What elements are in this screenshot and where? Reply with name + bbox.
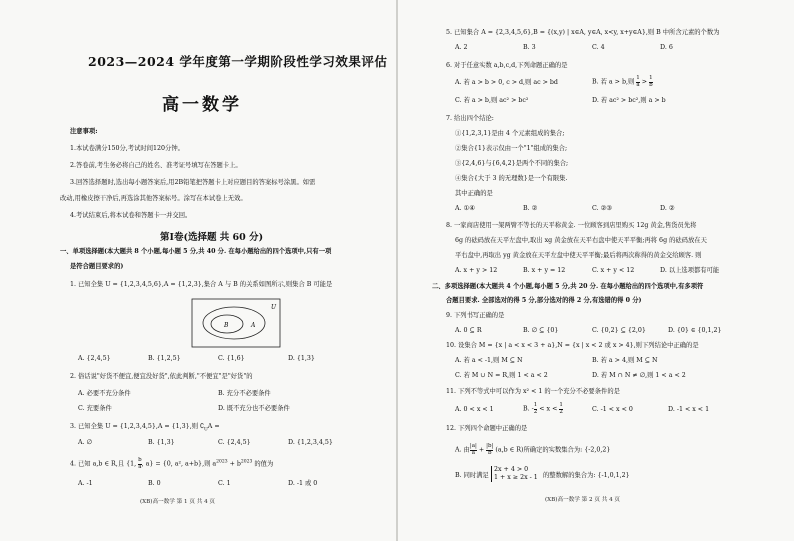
q6-option-c: C. 若 a > b,则 ac² > bc²: [455, 97, 529, 104]
q8-option-a: A. x + y > 12: [455, 267, 498, 274]
question-3: 3. 已知全集 U = {1,2,3,4,5},A = {1,3},则 $∁_UA$ =: [70, 423, 220, 433]
q7-option-b: B. ②: [523, 205, 538, 212]
q5-option-a: A. 2: [455, 44, 468, 51]
q7-prompt: 其中正确的是: [455, 190, 493, 197]
footer-page-1: (XB)高一数学 第 1 页 共 4 页: [140, 499, 215, 505]
q1-option-c: C. {1,6}: [218, 355, 245, 362]
q12-option-b-lead: B. 同时满足: [455, 472, 489, 479]
note-2: 2.答卷前,考生务必将自己的姓名、准考证号填写在答题卡上。: [70, 162, 242, 169]
note-4: 4.考试结束后,将本试卷和答题卡一并交回。: [70, 212, 192, 219]
fraction-denominator: b: [649, 81, 653, 88]
fraction-numerator: 1: [636, 75, 640, 81]
q6-option-b-text: B. 若 a > b,则: [592, 78, 637, 86]
inequality-2: 1 + x ≥ 2x - 1: [494, 473, 538, 481]
q7-option-c: C. ②③: [592, 205, 612, 212]
fraction-numerator: b: [138, 457, 142, 463]
universal-set-box: [192, 299, 280, 347]
question-11: 11. 下列不等式中可以作为 x² < 1 的一个充分不必要条件的是: [446, 388, 620, 395]
q2-option-c: C. 充要条件: [78, 405, 112, 412]
question-12: 12. 下列四个命题中正确的是: [446, 425, 528, 432]
question-3-tail: A =: [207, 423, 220, 430]
venn-diagram: [191, 298, 281, 348]
q5-option-d: D. 6: [660, 44, 673, 51]
note-1: 1.本试卷满分150分,考试时间120分钟。: [70, 145, 184, 152]
question-9: 9. 下列书写正确的是: [446, 312, 505, 319]
fraction-numerator: |b|: [486, 443, 494, 449]
q2-option-d: D. 既不充分也不必要条件: [218, 405, 290, 412]
question-8-line-2: 6g 的砝码放在天平左盘中,取出 xg 黄金放在天平右盘中使天平平衡;再将 6g 的砝码放在天: [455, 237, 707, 244]
fraction-denominator: 2: [559, 408, 563, 415]
fraction-abs-a-over-a: [470, 444, 477, 456]
q1-option-d: D. {1,3}: [288, 355, 315, 362]
question-6: 6. 对于任意实数 a,b,c,d,下列命题正确的是: [446, 62, 568, 69]
q10-option-d: D. 若 M ∩ N ≠ ∅,则 1 < a < 2: [592, 372, 686, 379]
q7-option-d: D. ②: [660, 205, 675, 212]
q11-option-c: C. -1 < x < 0: [592, 406, 633, 413]
q11-option-b: [523, 403, 563, 415]
q3-option-b: B. {1,3}: [148, 439, 175, 446]
q3-option-d: D. {1,2,3,4,5}: [288, 439, 333, 446]
q5-option-b: B. 3: [523, 44, 536, 51]
q7-statement-3: ③{2,4,6}与{6,4,2}是两个不同的集合;: [455, 160, 569, 167]
question-4-plus: + b: [227, 460, 241, 468]
fraction-numerator: |a|: [469, 443, 477, 449]
footer-page-2: (XB)高一数学 第 2 页 共 4 页: [545, 497, 620, 503]
notes-heading: 注意事项:: [70, 128, 98, 135]
q10-option-c: C. 若 M ∪ N = R,则 1 < a < 2: [455, 372, 548, 379]
q11-option-b-mid: < x <: [537, 405, 560, 413]
exponent-b: 2023: [240, 459, 253, 465]
question-4-tail: 的值为: [252, 460, 274, 468]
q8-option-b: B. x + y = 12: [523, 267, 566, 274]
q9-option-a: A. 0 ⊆ R: [455, 327, 482, 334]
q6-option-b-gt: >: [639, 78, 650, 86]
q7-option-a: A. ①④: [455, 205, 475, 212]
fraction-one-half: [559, 403, 563, 415]
q12-option-b-tail: 的整数解的集合为: {-1,0,1,2}: [543, 472, 630, 479]
question-1: 1. 已知全集 U = {1,2,3,4,5,6},A = {1,2,3},集合 A 与 B 的关系如图所示,则集合 B 可能是: [70, 281, 333, 288]
exam-title: 2023—2024 学年度第一学期阶段性学习效果评估: [88, 54, 388, 69]
venn-label-u: U: [271, 304, 277, 311]
q10-option-b: B. 若 a > 4,则 M ⊆ N: [592, 357, 658, 364]
question-4-mid: , a} = {0, a², a+b},则 a: [141, 460, 217, 468]
exam-subject: 高一数学: [162, 95, 242, 115]
question-2: 2. 俗话说"好货不便宜,便宜没好货",依此判断,"不便宜"是"好货"的: [70, 373, 253, 380]
question-8: 8. 一家商店使用一架两臂不等长的天平称黄金. 一位顾客到店里购买 12g 黄金,售货员先将: [446, 222, 697, 229]
q4-option-d: D. -1 或 0: [288, 480, 318, 487]
q9-option-b: B. ∅ ⊆ {0}: [523, 327, 559, 334]
exponent-a: 2023: [216, 459, 228, 465]
q12-option-a-plus: +: [476, 446, 487, 454]
part-one-heading: 第Ⅰ卷(选择题 共 60 分): [160, 232, 264, 243]
q10-option-a: A. 若 a < -1,则 M ⊆ N: [455, 357, 523, 364]
q6-option-b: [592, 76, 653, 88]
venn-label-b: B: [224, 322, 229, 329]
fraction-numerator: 1: [559, 402, 563, 408]
fraction-denominator: a: [471, 449, 475, 456]
q8-option-c: C. x + y < 12: [592, 267, 635, 274]
q4-option-c: C. 1: [218, 480, 231, 487]
fraction-denominator: a: [636, 81, 640, 88]
q8-option-d: D. 以上选项都有可能: [660, 267, 720, 274]
q12-option-a-tail: (a,b ∈ R)所确定的实数集合为: {-2,0,2}: [493, 446, 611, 454]
q9-option-d: D. {0} ∈ {0,1,2}: [668, 327, 722, 334]
q4-option-a: A. -1: [78, 480, 93, 487]
fraction-one-over-b: [649, 76, 653, 88]
page-fold: [396, 0, 398, 541]
question-3-text: 3. 已知全集 U = {1,2,3,4,5},A = {1,3},则 ∁: [70, 423, 204, 430]
q2-option-b: B. 充分不必要条件: [218, 390, 271, 397]
fraction-denominator: 2: [533, 408, 538, 415]
question-4-text: 4. 已知 a,b ∈ R,且 {1,: [70, 460, 139, 468]
q5-option-c: C. 4: [592, 44, 605, 51]
question-7: 7. 给出四个结论:: [446, 115, 494, 122]
fraction-denominator: a: [138, 463, 142, 470]
set-a-ellipse: [203, 307, 265, 339]
fraction-numerator: 1: [533, 402, 538, 408]
q12-option-a: [455, 444, 610, 456]
q3-option-c: C. {2,4,5}: [218, 439, 251, 446]
q3-option-a: A. ∅: [78, 439, 93, 446]
question-5: 5. 已知集合 A = {2,3,4,5,6},B = {(x,y) | x∈A, y∈A, x<y, x+y∈A},则 B 中所含元素的个数为: [446, 29, 720, 36]
fraction-denominator: b: [487, 449, 492, 456]
q9-option-c: C. {0,2} ⊆ {2,0}: [592, 327, 646, 334]
inequality-1: 2x + 4 > 0: [494, 466, 529, 473]
q7-statement-4: ④集合{大于 3 的无理数}是一个有限集.: [455, 175, 568, 182]
q1-option-a: A. {2,4,5}: [78, 355, 111, 362]
q12-option-a-prefix: A. 由: [455, 446, 470, 454]
fraction-numerator: 1: [649, 75, 653, 81]
q1-option-b: B. {1,2,5}: [148, 355, 181, 362]
question-8-line-3: 平右盘中,再取出 yg 黄金放在天平左盘中使天平平衡;最后将两次称得的黄金交给顾客. 则: [455, 252, 702, 259]
venn-label-a: A: [251, 322, 256, 329]
note-3-cont: 改动,用橡皮擦干净后,再选涂其他答案标号。涂写在本试卷上无效。: [60, 195, 247, 202]
question-4: [70, 458, 273, 470]
q4-option-b: B. 0: [148, 480, 161, 487]
q6-option-d: D. 若 ac² > bc²,则 a > b: [592, 97, 666, 104]
inequality-system: [491, 466, 538, 482]
section-two-heading-cont: 合题目要求. 全部选对的得 5 分,部分选对的得 2 分,有选错的得 0 分): [446, 297, 642, 304]
section-two-heading: 二、多项选择题(本大题共 4 个小题,每小题 5 分,共 20 分. 在每小题给出的四个选项中,有多项符: [432, 283, 704, 290]
q6-option-a: A. 若 a > b > 0, c > d,则 ac > bd: [455, 79, 558, 86]
q11-option-a: A. 0 < x < 1: [455, 406, 494, 413]
q11-option-d: D. -1 < x < 1: [668, 406, 710, 413]
question-10: 10. 设集合 M = {x | a < x < 3 + a},N = {x | x < 2 或 x > 4},则下列结论中正确的是: [446, 342, 699, 349]
q7-statement-2: ②集合{1}表示仅由一个"1"组成的集合;: [455, 145, 568, 152]
section-one-heading-cont: 是符合题目要求的): [70, 263, 124, 270]
section-one-heading: 一、单项选择题(本大题共 8 个小题,每小题 5 分,共 40 分. 在每小题给出的四个选项中,只有一项: [60, 248, 332, 255]
q2-option-a: A. 必要不充分条件: [78, 390, 131, 397]
q7-statement-1: ①{1,2,3,1}是由 4 个元素组成的集合;: [455, 130, 565, 137]
q11-option-b-prefix: B. -: [523, 405, 534, 413]
note-3: 3.回答选择题时,选出每小题答案后,用2B铅笔把答题卡上对应题目的答案标号涂黑。如需: [70, 179, 316, 186]
